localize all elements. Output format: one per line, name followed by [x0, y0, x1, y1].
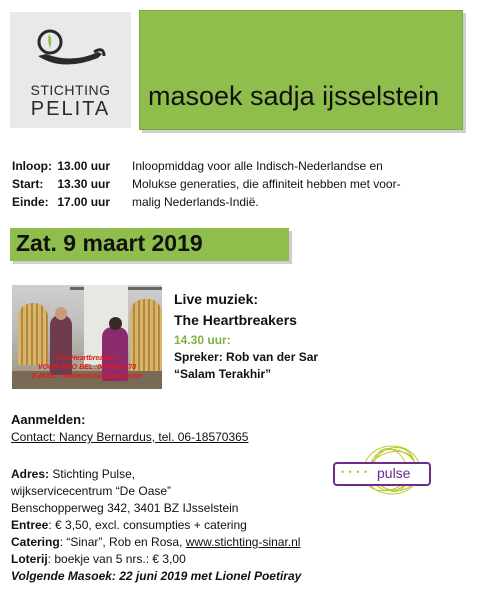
- description-line: Molukse generaties, die affiniteit hebben met voor-: [132, 177, 401, 191]
- catering-line: [11, 534, 301, 551]
- photo-singer-2-head: [109, 317, 122, 330]
- pulse-logo: [330, 440, 440, 500]
- photo-caption-line: VOOR INFO BEL :0475551778: [37, 364, 137, 371]
- catering-link[interactable]: www.stichting-sinar.nl: [185, 535, 301, 549]
- photo-singer-1-head: [55, 307, 67, 320]
- live-music: [174, 289, 297, 331]
- logo-line1: STICHTING: [30, 82, 111, 98]
- pulse-badge: [333, 462, 431, 486]
- live-label: Live muziek:: [174, 291, 259, 307]
- music-time: 14.30 uur:: [174, 333, 231, 347]
- oil-lamp-icon: [32, 28, 110, 80]
- stichting-pelita-logo: [10, 12, 131, 128]
- address-label: Adres:: [11, 467, 50, 481]
- speech-title: “Salam Terakhir”: [174, 367, 272, 381]
- time-row-start: [12, 175, 110, 193]
- speaker-name: Spreker: Rob van der Sar: [174, 350, 319, 364]
- pulse-dots: • • • •: [341, 467, 369, 477]
- time-value: 17.00 uur: [57, 195, 111, 209]
- page-title: masoek sadja ijsselstein: [148, 81, 440, 111]
- event-description: [132, 157, 401, 211]
- lottery-value: : boekje van 5 nrs.: € 3,00: [47, 552, 186, 566]
- event-date: Zat. 9 maart 2019: [16, 230, 203, 256]
- time-label: Einde:: [12, 195, 49, 209]
- next-event: Volgende Masoek: 22 juni 2019 met Lionel Poetiray: [11, 569, 302, 583]
- address-line2: wijkservicecentrum “De Oase”: [11, 484, 172, 498]
- entree-line: [11, 517, 301, 534]
- band-photo: [12, 285, 162, 389]
- lottery-line: [11, 551, 301, 568]
- schedule-times: [12, 157, 110, 211]
- photo-caption-line: E-MAIL : muilercisca@gmail.com: [31, 373, 143, 380]
- description-line: Inloopmiddag voor alle Indisch-Nederlandse en: [132, 159, 383, 173]
- band-name: The Heartbreakers: [174, 312, 297, 328]
- address-line1: Stichting Pulse,: [52, 467, 136, 481]
- time-label: Inloop:: [12, 159, 52, 173]
- time-row-einde: [12, 193, 110, 211]
- registration-heading: Aanmelden:: [11, 412, 86, 427]
- time-value: 13.00 uur: [57, 159, 111, 173]
- address-block: [11, 466, 301, 585]
- description-line: malig Nederlands-Indië.: [132, 195, 259, 209]
- pulse-word: pulse: [377, 465, 411, 481]
- logo-line2: PELITA: [30, 98, 111, 120]
- time-value: 13.30 uur: [57, 177, 111, 191]
- photo-caption-line: The Heartbreakers: [56, 355, 118, 362]
- date-banner: [10, 228, 289, 261]
- title-banner: [139, 10, 463, 130]
- entree-label: Entree: [11, 518, 49, 532]
- time-label: Start:: [12, 177, 44, 191]
- catering-value: : “Sinar”, Rob en Rosa,: [59, 535, 186, 549]
- lottery-label: Loterij: [11, 552, 48, 566]
- entree-value: : € 3,50, excl. consumpties + catering: [48, 518, 247, 532]
- address-line: [11, 466, 301, 483]
- speaker-block: [174, 349, 318, 383]
- time-row-inloop: [12, 157, 110, 175]
- address-line3: Benschopperweg 342, 3401 BZ IJsselstein: [11, 501, 239, 515]
- registration-contact: Contact: Nancy Bernardus, tel. 06-18570365: [11, 430, 249, 444]
- catering-label: Catering: [11, 535, 60, 549]
